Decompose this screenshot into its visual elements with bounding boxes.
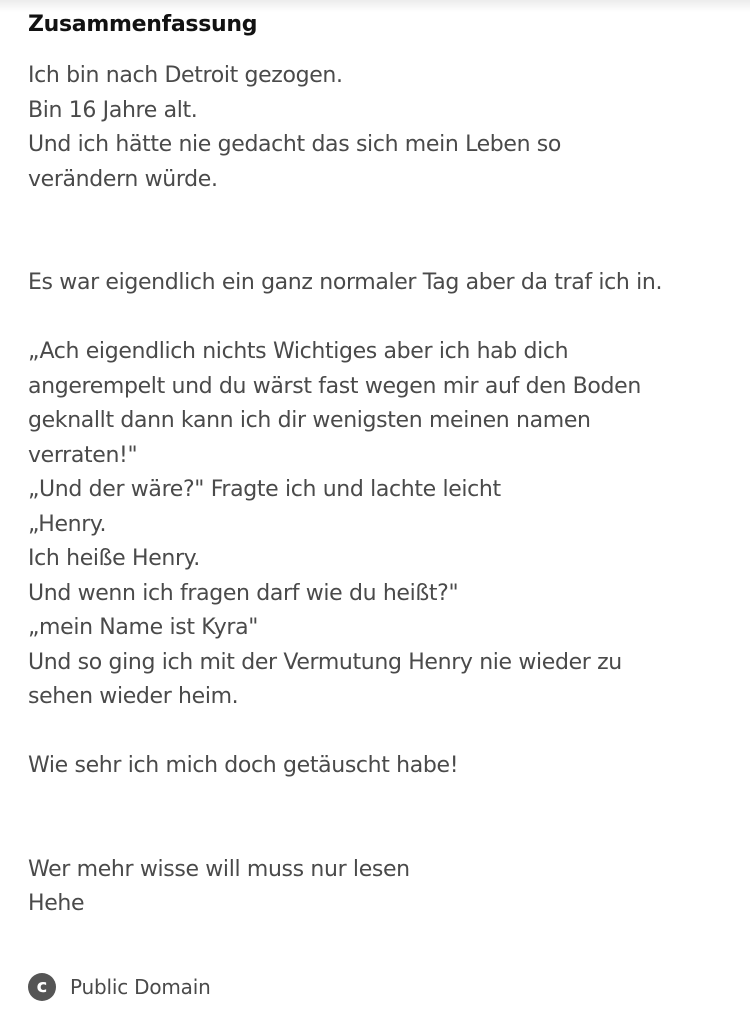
summary-line: „Ach eigendlich nichts Wichtiges aber ich hab dich bbox=[28, 339, 569, 364]
summary-line: Es war eigendlich ein ganz normaler Tag aber da traf ich in. bbox=[28, 270, 663, 295]
summary-line: Und ich hätte nie gedacht das sich mein Leben so bbox=[28, 132, 562, 157]
summary-line: „mein Name ist Kyra" bbox=[28, 615, 258, 640]
summary-line: geknallt dann kann ich dir wenigsten meinen namen bbox=[28, 408, 591, 433]
summary-line: sehen wieder heim. bbox=[28, 684, 239, 709]
summary-line bbox=[28, 301, 728, 336]
summary-line: verraten!" bbox=[28, 442, 138, 468]
summary-line: Bin 16 Jahre alt. bbox=[28, 97, 198, 123]
summary-text bbox=[28, 59, 728, 922]
summary-line: „Und der wäre?" Fragte ich und lachte leicht bbox=[28, 477, 501, 502]
summary-line: Wie sehr ich mich doch getäuscht habe! bbox=[28, 753, 459, 778]
summary-line: Ich heiße Henry. bbox=[28, 546, 200, 571]
summary-line bbox=[28, 784, 728, 819]
story-description bbox=[28, 8, 728, 922]
section-heading: Zusammenfassung bbox=[28, 12, 258, 37]
summary-line bbox=[28, 232, 728, 267]
copyright-icon: c bbox=[28, 973, 56, 1001]
summary-line bbox=[28, 818, 728, 853]
summary-line bbox=[28, 715, 728, 750]
summary-line: „Henry. bbox=[28, 511, 107, 537]
license-info[interactable] bbox=[28, 972, 211, 1002]
summary-line: verändern würde. bbox=[28, 166, 218, 192]
license-label: Public Domain bbox=[70, 975, 211, 999]
summary-line: Und wenn ich fragen darf wie du heißt?" bbox=[28, 580, 459, 606]
summary-line: Wer mehr wisse will muss nur lesen bbox=[28, 856, 410, 882]
summary-line: Und so ging ich mit der Vermutung Henry nie wieder zu bbox=[28, 649, 622, 675]
summary-line: angerempelt und du wärst fast wegen mir auf den Boden bbox=[28, 373, 641, 399]
summary-line: Ich bin nach Detroit gezogen. bbox=[28, 63, 343, 88]
summary-line bbox=[28, 197, 728, 232]
summary-line: Hehe bbox=[28, 891, 85, 916]
